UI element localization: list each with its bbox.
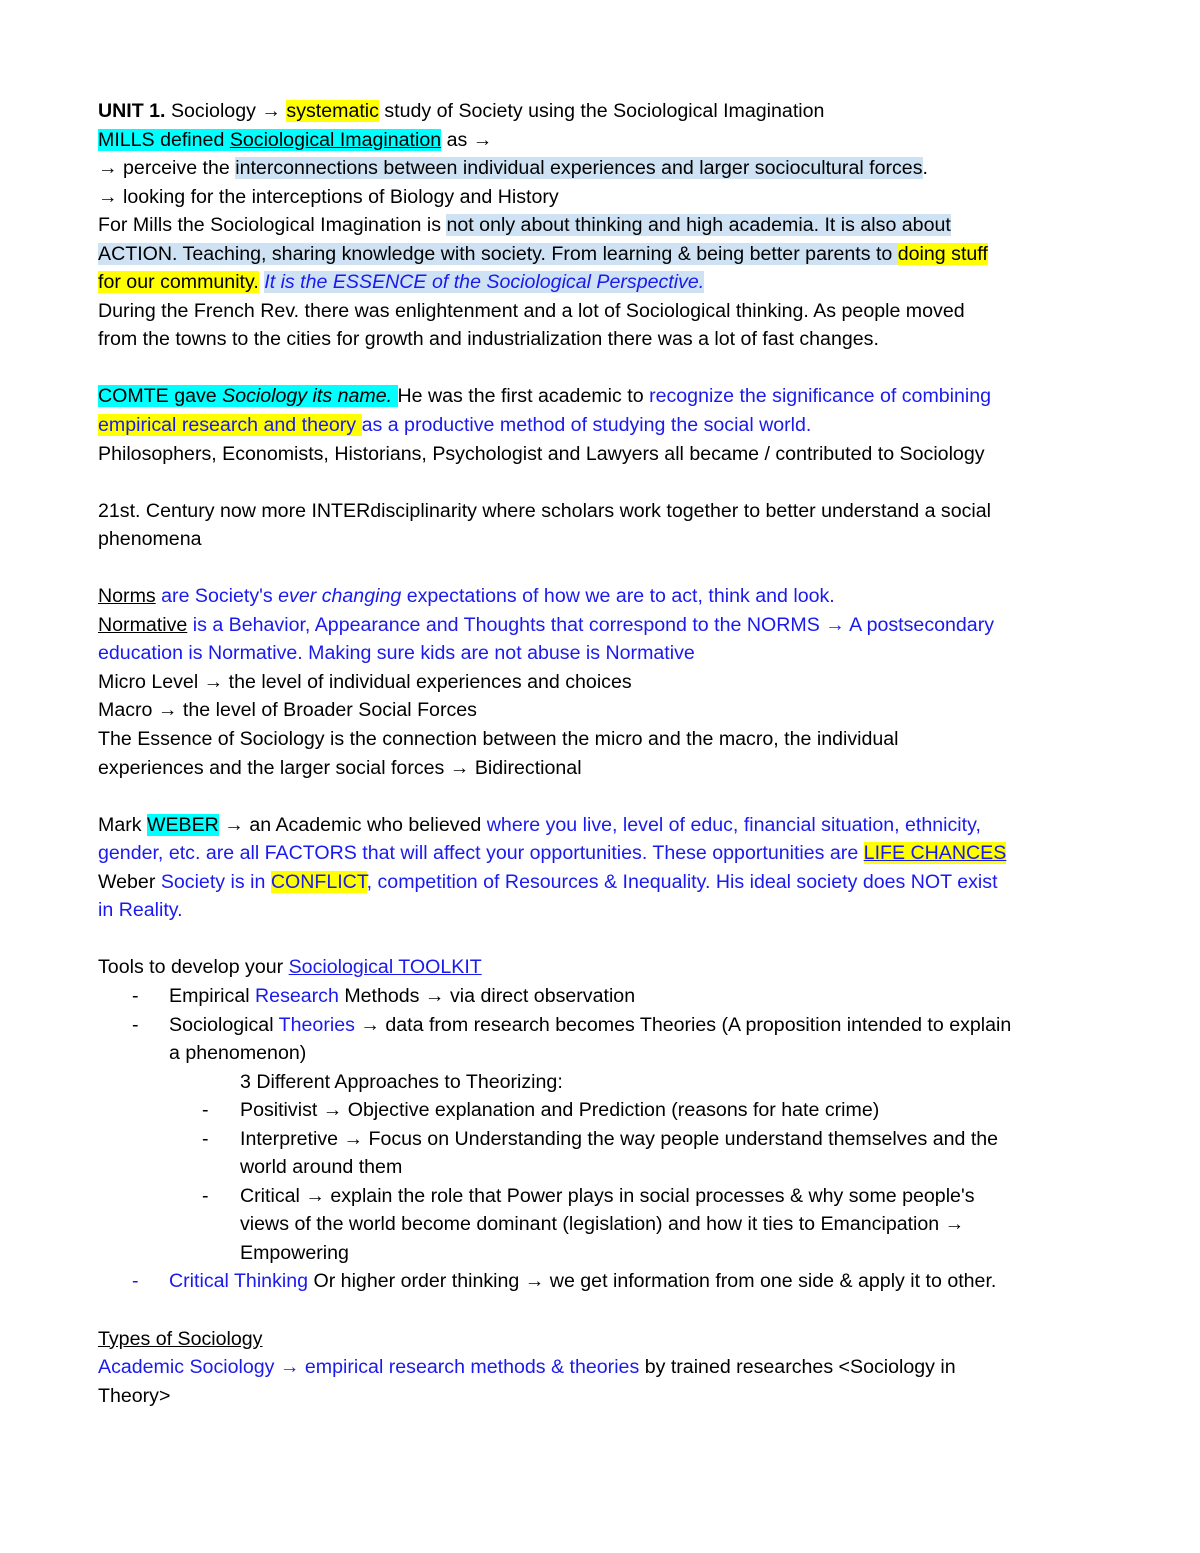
list-item: [98, 1011, 1108, 1040]
unit-heading-line: [98, 97, 1108, 126]
text: Sociology →: [165, 100, 287, 122]
highlight-conflict: CONFLICT: [270, 870, 367, 893]
text-line: Micro Level → the level of individual experiences and choices: [98, 670, 632, 693]
text-line: [98, 211, 1108, 240]
highlight-community: for our community.: [98, 271, 259, 294]
text: Society is in: [160, 870, 271, 893]
highlight-action: not only about thinking and high academia. It is also about: [446, 214, 951, 237]
text: COMTE gave: [98, 385, 223, 408]
blank-line: [98, 468, 1108, 497]
bullet-dash: -: [202, 1099, 209, 1122]
text: are Society's: [155, 585, 279, 608]
text: Sociology its name.: [222, 385, 393, 408]
text-line: from the towns to the cities for growth and industrialization there was a lot of fast changes.: [98, 328, 879, 351]
text: Positivist → Objective explanation and Prediction (reasons for hate crime): [240, 1099, 880, 1122]
text: expectations of how we are to act, think and look.: [401, 585, 835, 608]
sublist-item-continuation: views of the world become dominant (legislation) and how it ties to Emancipation →: [240, 1213, 965, 1236]
highlight-mills: [98, 129, 441, 151]
toolkit-line: [98, 953, 1108, 982]
norms-line: [98, 582, 1108, 611]
highlight-action: ACTION. Teaching, sharing knowledge with society. From learning & being better parents to: [98, 242, 898, 265]
text: Or higher order thinking → we get information from one side & apply it to other.: [308, 1270, 997, 1293]
bullet-dash: -: [202, 1127, 209, 1150]
sociological-imagination-term: Sociological Imagination: [229, 128, 442, 151]
text: .: [922, 157, 928, 180]
list-item: [98, 1267, 1108, 1296]
text: Interpretive → Focus on Understanding the way people understand themselves and the: [240, 1127, 999, 1150]
text: Methods → via direct observation: [338, 984, 636, 1007]
text: Tools to develop your: [98, 956, 289, 979]
text-line: Theory>: [98, 1384, 171, 1407]
sublist-item-continuation: world around them: [240, 1156, 403, 1179]
text-line: [98, 868, 1108, 897]
sublist-item: [98, 1125, 1108, 1154]
list-item-continuation: a phenomenon): [169, 1042, 307, 1065]
blank-line: [98, 782, 1108, 811]
text-line: 21st. Century now more INTERdisciplinarity where scholars work together to better understand a social: [98, 499, 992, 522]
text: → data from research becomes Theories (A proposition intended to explain: [354, 1013, 1012, 1036]
text: , competition of Resources & Inequality. His ideal society does NOT exist: [366, 870, 998, 893]
text-line: education is Normative. Making sure kids are not abuse is Normative: [98, 642, 695, 665]
highlight-doing-stuff: doing stuff: [897, 242, 988, 265]
text-line: Philosophers, Economists, Historians, Psychologist and Lawyers all became / contributed to Sociology: [98, 442, 985, 465]
text: gender, etc. are all FACTORS that will affect your opportunities. These opportunities are: [98, 842, 864, 865]
highlight-comte: [98, 385, 398, 407]
text: study of Society using the Sociological Imagination: [378, 100, 825, 122]
essence-statement: It is the ESSENCE of the Sociological Perspective.: [264, 271, 705, 294]
text: recognize the significance of combining: [649, 385, 992, 408]
highlight-weber: WEBER: [146, 813, 219, 836]
text: as a productive method of studying the social world.: [361, 414, 812, 437]
text: as →: [441, 128, 493, 151]
blank-line: [98, 554, 1108, 583]
text-line: [98, 1353, 1108, 1382]
text-line: The Essence of Sociology is the connection between the micro and the macro, the individual: [98, 728, 899, 751]
blank-line: [98, 925, 1108, 954]
bullet-dash: -: [132, 984, 139, 1007]
text: Weber: [98, 870, 161, 893]
text: For Mills the Sociological Imagination is: [98, 214, 447, 237]
comte-line: [98, 382, 1108, 411]
sublist-item: [98, 1182, 1108, 1211]
norms-term: Norms: [98, 585, 156, 608]
text: Empirical: [169, 984, 256, 1007]
sublist-heading: 3 Different Approaches to Theorizing:: [240, 1070, 563, 1093]
text: Critical Thinking: [169, 1270, 309, 1293]
blank-line: [98, 1296, 1108, 1325]
weber-line: [98, 811, 1108, 840]
highlight-empirical: empirical research and theory: [98, 414, 362, 437]
text: → perceive the: [98, 157, 236, 180]
text-line: in Reality.: [98, 899, 183, 922]
unit-title: UNIT 1.: [98, 100, 166, 122]
blank-line: [98, 354, 1108, 383]
text: Research: [255, 984, 339, 1007]
text: MILLS defined: [98, 128, 230, 151]
text-line: [98, 268, 1108, 297]
text-line: [98, 154, 1108, 183]
text-line: [98, 240, 1108, 269]
text: is a Behavior, Appearance and Thoughts that correspond to the NORMS → A postsecondary: [187, 613, 995, 636]
sociological-toolkit-link[interactable]: Sociological TOOLKIT: [288, 956, 482, 979]
list-item: [98, 982, 1108, 1011]
text: Academic Sociology → empirical research methods & theories: [98, 1356, 640, 1379]
sublist-item: [98, 1096, 1108, 1125]
normative-term: Normative: [98, 613, 188, 636]
text: He was the first academic to: [397, 385, 650, 408]
text-line: → looking for the interceptions of Biology and History: [98, 185, 559, 208]
highlight-life-chances: LIFE CHANCES: [863, 842, 1007, 865]
sublist-item-continuation: Empowering: [240, 1241, 349, 1264]
document-page: [98, 97, 1108, 1410]
text: where you live, level of educ, financial situation, ethnicity,: [486, 813, 981, 836]
mills-line: [98, 126, 1108, 155]
text-line: Macro → the level of Broader Social Forces: [98, 699, 477, 722]
normative-line: [98, 611, 1108, 640]
bullet-dash: -: [132, 1270, 139, 1293]
text-line: [98, 839, 1108, 868]
text-line: experiences and the larger social forces → Bidirectional: [98, 756, 582, 779]
text-line: phenomena: [98, 528, 202, 551]
types-of-sociology-heading: Types of Sociology: [98, 1327, 263, 1350]
text: Theories: [278, 1013, 355, 1036]
bullet-dash: -: [202, 1184, 209, 1207]
text-line: [98, 411, 1108, 440]
text: ever changing: [278, 585, 402, 608]
text: Mark: [98, 813, 147, 836]
text: Critical → explain the role that Power plays in social processes & why some people's: [240, 1184, 975, 1207]
text: → an Academic who believed: [218, 813, 487, 836]
highlight-systematic: systematic: [286, 100, 379, 122]
text: by trained researches <Sociology in: [639, 1356, 956, 1379]
text-line: During the French Rev. there was enlightenment and a lot of Sociological thinking. As people moved: [98, 299, 965, 322]
bullet-dash: -: [132, 1013, 139, 1036]
highlight-interconnections: interconnections between individual experiences and larger sociocultural forces: [235, 157, 923, 180]
text: Sociological: [169, 1013, 279, 1036]
